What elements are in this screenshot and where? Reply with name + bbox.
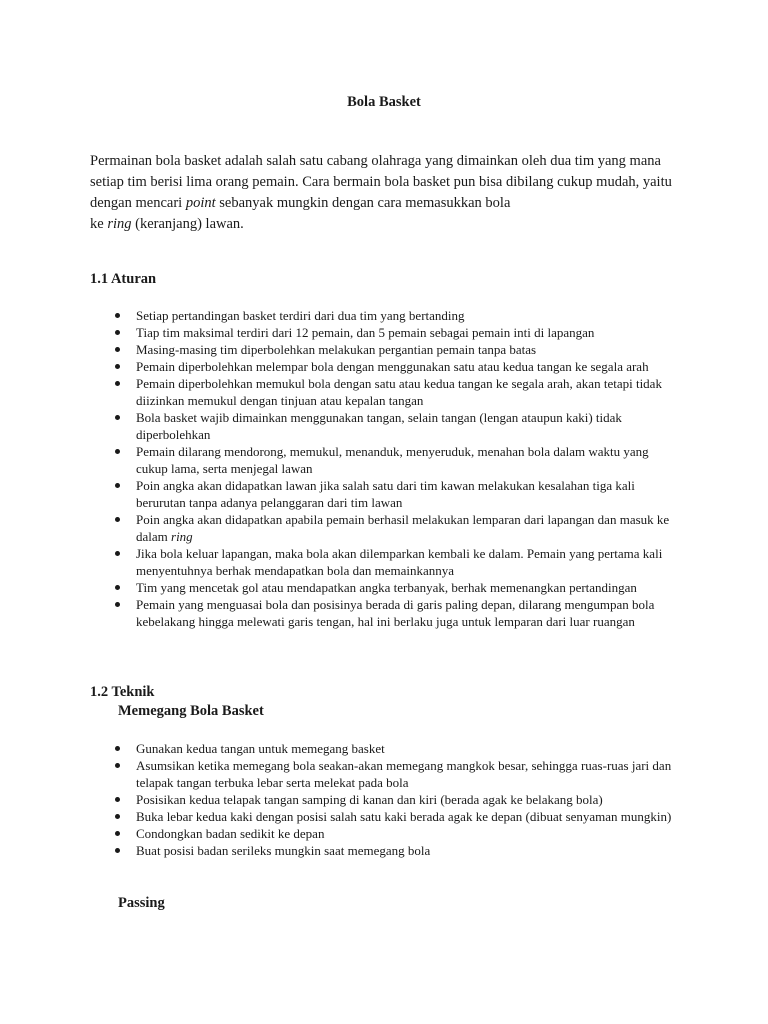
bullet-icon — [115, 585, 120, 590]
list-item: Masing-masing tim diperbolehkan melakukan pergantian pemain tanpa batas — [0, 341, 676, 358]
bullet-icon — [115, 449, 120, 454]
list-item: Pemain yang menguasai bola dan posisinya berada di garis paling depan, dilarang mengumpan bola kebelakang hingga melewati garis tengan, hal ini berlaku juga untuk lemparan dari luar ruangan — [0, 596, 676, 630]
subheading-memegang-bola: Memegang Bola Basket — [118, 703, 264, 719]
intro-emphasis-ring: ring — [107, 216, 132, 232]
list-item: Poin angka akan didapatkan apabila pemain berhasil melakukan lemparan dari lapangan dan masuk ke dalam ring — [0, 511, 676, 545]
aturan-list — [0, 307, 768, 630]
bullet-icon — [115, 746, 120, 751]
bullet-icon — [115, 517, 120, 522]
list-item: Tiap tim maksimal terdiri dari 12 pemain, dan 5 pemain sebagai pemain inti di lapangan — [0, 324, 676, 341]
document-title: Bola Basket — [347, 94, 421, 110]
intro-text-2: sebanyak mungkin dengan cara memasukkan bola — [215, 195, 511, 211]
list-item: Pemain diperbolehkan melempar bola dengan menggunakan satu atau kedua tangan ke segala arah — [0, 358, 676, 375]
list-item: Jika bola keluar lapangan, maka bola akan dilemparkan kembali ke dalam. Pemain yang pertama kali menyentuhnya berhak mendapatkan bola dan memainkannya — [0, 545, 676, 579]
list-item: Bola basket wajib dimainkan menggunakan tangan, selain tangan (lengan ataupun kaki) tidak diperbolehkan — [0, 409, 676, 443]
bullet-icon — [115, 364, 120, 369]
bullet-icon — [115, 347, 120, 352]
section-heading-aturan: 1.1 Aturan — [90, 271, 157, 287]
bullet-icon — [115, 602, 120, 607]
list-item: Condongkan badan sedikit ke depan — [0, 825, 676, 842]
subheading-passing: Passing — [118, 895, 165, 911]
intro-text-4: (keranjang) lawan. — [131, 216, 244, 232]
teknik-list — [0, 740, 768, 859]
bullet-icon — [115, 381, 120, 386]
list-item: Pemain diperbolehkan memukul bola dengan satu atau kedua tangan ke segala arah, akan tetapi tidak diizinkan memukul dengan tinjuan atau kepalan tangan — [0, 375, 676, 409]
intro-text-3: ke — [90, 216, 108, 232]
list-item: Setiap pertandingan basket terdiri dari dua tim yang bertanding — [0, 307, 676, 324]
bullet-icon — [115, 797, 120, 802]
bullet-icon — [115, 551, 120, 556]
bullet-icon — [115, 415, 120, 420]
bullet-icon — [115, 483, 120, 488]
section-heading-teknik: 1.2 Teknik — [90, 684, 155, 700]
bullet-icon — [115, 763, 120, 768]
bullet-icon — [115, 330, 120, 335]
bullet-icon — [115, 814, 120, 819]
list-item: Pemain dilarang mendorong, memukul, menanduk, menyeruduk, menahan bola dalam waktu yang cukup lama, serta menjegal lawan — [0, 443, 676, 477]
list-item: Poin angka akan didapatkan lawan jika salah satu dari tim kawan melakukan kesalahan tiga kali berurutan tanpa adanya pelanggaran dari tim lawan — [0, 477, 676, 511]
list-item: Buka lebar kedua kaki dengan posisi salah satu kaki berada agak ke depan (dibuat senyaman mungkin) — [0, 808, 676, 825]
bullet-icon — [115, 831, 120, 836]
bullet-icon — [115, 848, 120, 853]
intro-text-1: Permainan bola basket adalah salah satu cabang olahraga yang dimainkan oleh dua tim yang mana setiap tim berisi lima orang pemain. Cara bermain bola basket pun bisa dibilang cukup mudah, yaitu dengan mencari — [90, 153, 672, 211]
list-item: Tim yang mencetak gol atau mendapatkan angka terbanyak, berhak memenangkan pertandingan — [0, 579, 676, 596]
list-item: Buat posisi badan serileks mungkin saat memegang bola — [0, 842, 676, 859]
list-item: Gunakan kedua tangan untuk memegang basket — [0, 740, 676, 757]
intro-paragraph — [90, 151, 690, 235]
list-item: Asumsikan ketika memegang bola seakan-akan memegang mangkok besar, sehingga ruas-ruas jari dan telapak tangan terbuka lebar serta melekat pada bola — [0, 757, 676, 791]
bullet-icon — [115, 313, 120, 318]
ring-emphasis: ring — [171, 529, 193, 544]
list-item: Posisikan kedua telapak tangan samping di kanan dan kiri (berada agak ke belakang bola) — [0, 791, 676, 808]
intro-emphasis-point: point — [185, 195, 216, 211]
